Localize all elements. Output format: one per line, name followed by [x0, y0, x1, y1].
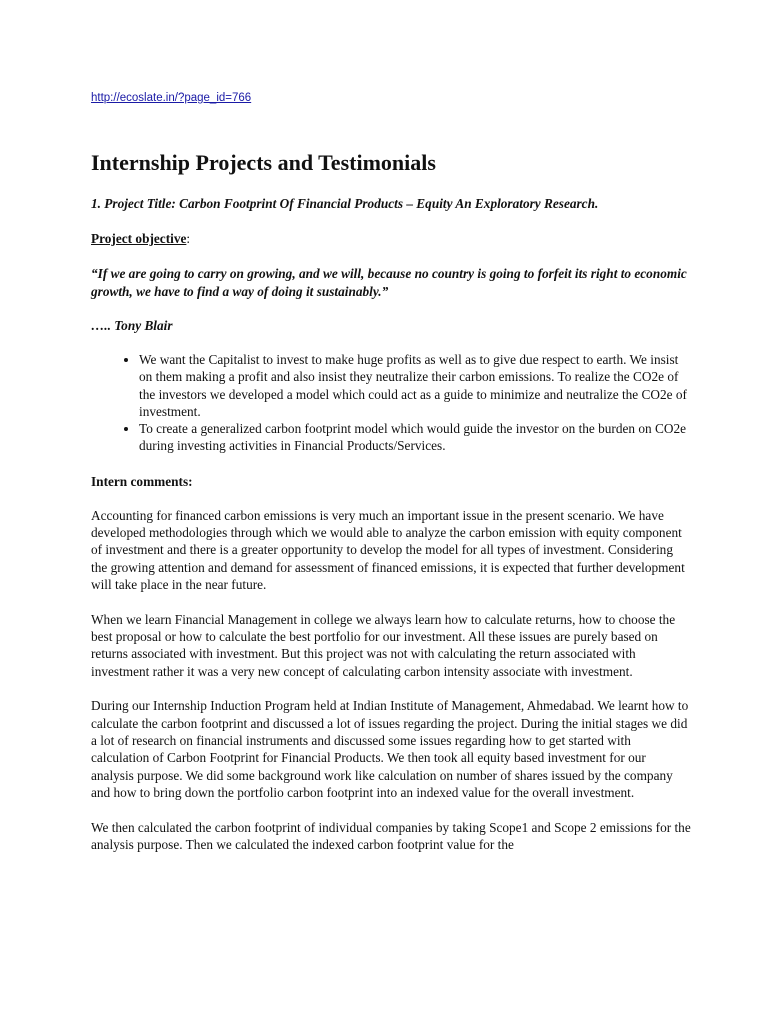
paragraph: Accounting for financed carbon emissions is very much an important issue in the present scenario. We have developed methodologies through which we would able to analyze the carbon emission with equity component of investment and there is a greater opportunity to develop the model for all types of investment. Considering the growing attention and demand for assessment of financed emissions, it is expected that further development will take place in the near future.: [91, 507, 685, 592]
comments-heading: Intern comments:: [91, 473, 193, 489]
objective-heading: [91, 230, 691, 247]
project-title: 1. Project Title: Carbon Footprint Of Financial Products – Equity An Exploratory Research.: [91, 196, 599, 211]
paragraph: When we learn Financial Management in college we always learn how to calculate returns, how to choose the best proposal or how to calculate the best portfolio for our investment. All these issues are purely based on returns associated with investment. But this project was not with calculating the return associated with investment rather it was a very new concept of calculating carbon intensity associate with investment.: [91, 611, 676, 679]
source-link[interactable]: http://ecoslate.in/?page_id=766: [91, 92, 252, 104]
list-item: • We want the Capitalist to invest to make huge profits as well as to give due respect to earth. We insist on them making a profit and also insist they neutralize their carbon emissions. To realize the CO2e of the investors we developed a model which could act as a guide to minimize and neutralize the CO2e of investment.: [139, 351, 691, 420]
objective-colon: :: [186, 231, 191, 246]
objective-list: [91, 351, 691, 455]
document-page: [91, 92, 691, 871]
paragraph: During our Internship Induction Program held at Indian Institute of Management, Ahmedabad. We learnt how to calculate the carbon footprint and discussed a lot of issues regarding the project. During the initial stages we did a lot of research on financial instruments and discussed some issues regarding how to get started with calculation of Carbon Footprint for Financial Products. We then took all equity based investment for our analysis purpose. We did some background work like calculation on number of shares issued by the company and how to bring down the portfolio carbon footprint into an indexed value for the overall investment.: [91, 698, 689, 800]
quote-author: ….. Tony Blair: [91, 318, 173, 333]
page-title: Internship Projects and Testimonials: [91, 150, 436, 175]
list-item: • To create a generalized carbon footprint model which would guide the investor on the burden on CO2e during investing activities in Financial Products/Services.: [139, 420, 691, 455]
paragraph: We then calculated the carbon footprint of individual companies by taking Scope1 and Scope 2 emissions for the analysis purpose. Then we calculated the indexed carbon footprint value for the: [91, 819, 691, 853]
objective-label: Project objective: [91, 231, 187, 246]
quote: “If we are going to carry on growing, and we will, because no country is going to forfeit its right to economic growth, we have to find a way of doing it sustainably.”: [91, 266, 687, 299]
